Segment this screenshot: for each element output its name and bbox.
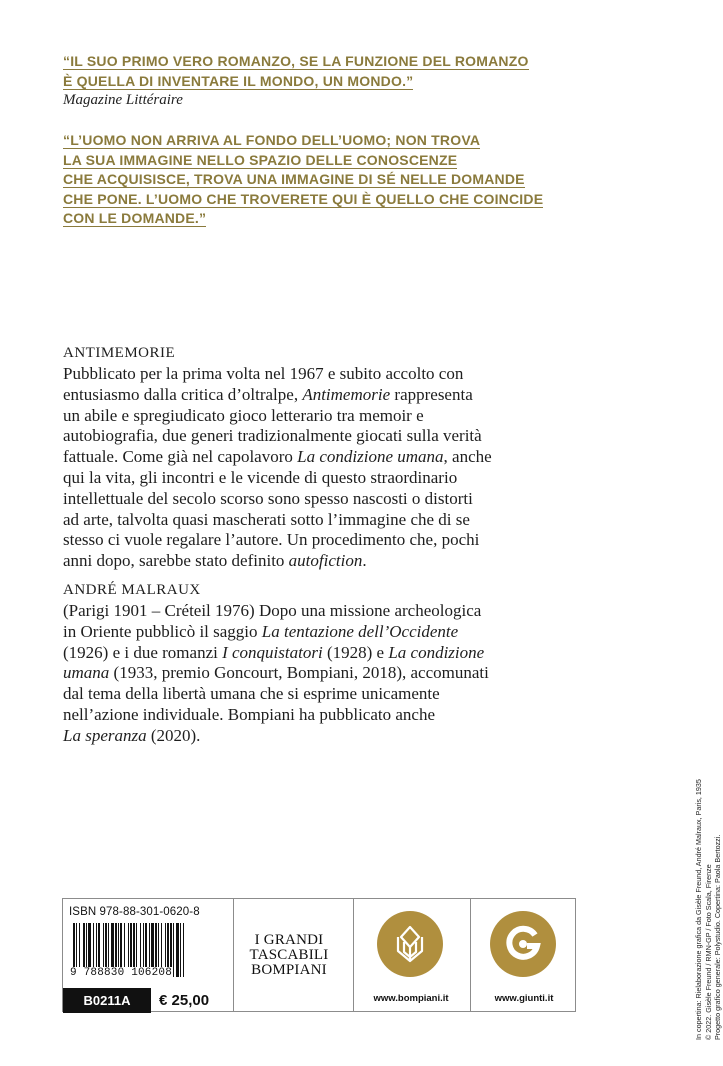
text-line: nell’azione individuale. Bompiani ha pubblicato anche xyxy=(63,704,435,724)
review-quote-1 xyxy=(63,52,583,91)
text-line: entusiasmo dalla critica d’oltralpe, Antimemorie rappresenta xyxy=(63,384,473,404)
text-line: (Parigi 1901 – Créteil 1976) Dopo una missione archeologica xyxy=(63,601,482,620)
isbn-label: ISBN 978-88-301-0620-8 xyxy=(69,906,200,918)
text-line: stesso ci vuole regalare l’autore. Un procedimento che, pochi xyxy=(63,530,480,550)
book-description xyxy=(63,364,583,572)
author-bio xyxy=(63,601,583,747)
text-line: un abile e spregiudicato gioco letterario tra memoir e xyxy=(63,405,424,425)
text-line: Pubblicato per la prima volta nel 1967 e subito accolto con xyxy=(63,364,464,383)
bompiani-website: www.bompiani.it xyxy=(373,993,449,1004)
series-title: I GRANDI TASCABILI BOMPIANI xyxy=(249,932,329,978)
quote-line: CHE PONE. L’UOMO CHE TROVERETE QUI È QUELLO CHE COINCIDE xyxy=(63,190,544,207)
quote-line: CHE ACQUISISCE, TROVA UNA IMMAGINE DI SÉ NELLE DOMANDE xyxy=(63,171,525,187)
price: € 25,00 xyxy=(159,992,210,1009)
author-heading: ANDRÉ MALRAUX xyxy=(63,582,201,598)
quote-source: Magazine Littéraire xyxy=(63,92,183,108)
bompiani-logo-icon xyxy=(377,911,443,977)
quote-line: CON LE DOMANDE.” xyxy=(63,210,207,226)
text-line: dal tema della libertà umana che si esprime unicamente xyxy=(63,684,440,704)
cover-credits: In copertina: Rielaborazione grafica da Gisèle Freund, André Malraux, Paris, 1935 © 2022. Gisèle Freund / RMN-GP / Foto Scala, Firenze Progetto grafico generale: Polystudio. Copertina: Paola Bertozzi. xyxy=(694,779,722,1040)
barcode-digits: 9 788830 106208 xyxy=(70,967,173,979)
quote-line: LA SUA IMMAGINE NELLO SPAZIO DELLE CONOSCENZE xyxy=(63,151,458,168)
quote-line: È QUELLA DI INVENTARE IL MONDO, UN MONDO.” xyxy=(63,72,414,89)
text-line: ad arte, talvolta quasi mascherati sotto l’immagine che di se xyxy=(63,509,470,529)
giunti-logo-icon xyxy=(490,911,556,977)
text-line: intellettuale del secolo scorso sono spesso nascosti o distorti xyxy=(63,488,473,508)
quote-line: “L’UOMO NON ARRIVA AL FONDO DELL’UOMO; NON TROVA xyxy=(63,132,481,148)
product-code-badge: B0211A xyxy=(63,988,151,1013)
text-line: autobiografia, due generi tradizionalmente giocati sulla verità xyxy=(63,426,482,446)
text-line: umana (1933, premio Goncourt, Bompiani, 2018), accomunati xyxy=(63,663,489,683)
text-line: La speranza (2020). xyxy=(63,725,201,745)
book-title-heading: ANTIMEMORIE xyxy=(63,345,176,361)
quote-line: “IL SUO PRIMO VERO ROMANZO, SE LA FUNZIONE DEL ROMANZO xyxy=(63,53,529,69)
back-cover-box xyxy=(62,898,576,1012)
text-line: anni dopo, sarebbe stato definito autofiction. xyxy=(63,551,367,571)
text-line: qui la vita, gli incontri e le vicende di questo straordinario xyxy=(63,467,458,487)
text-line: fattuale. Come già nel capolavoro La condizione umana, anche xyxy=(63,447,492,467)
review-quote-2 xyxy=(63,131,583,229)
giunti-website: www.giunti.it xyxy=(494,993,554,1004)
text-line: in Oriente pubblicò il saggio La tentazione dell’Occidente xyxy=(63,621,459,641)
text-line: (1926) e i due romanzi I conquistatori (1928) e La condizione xyxy=(63,642,485,662)
